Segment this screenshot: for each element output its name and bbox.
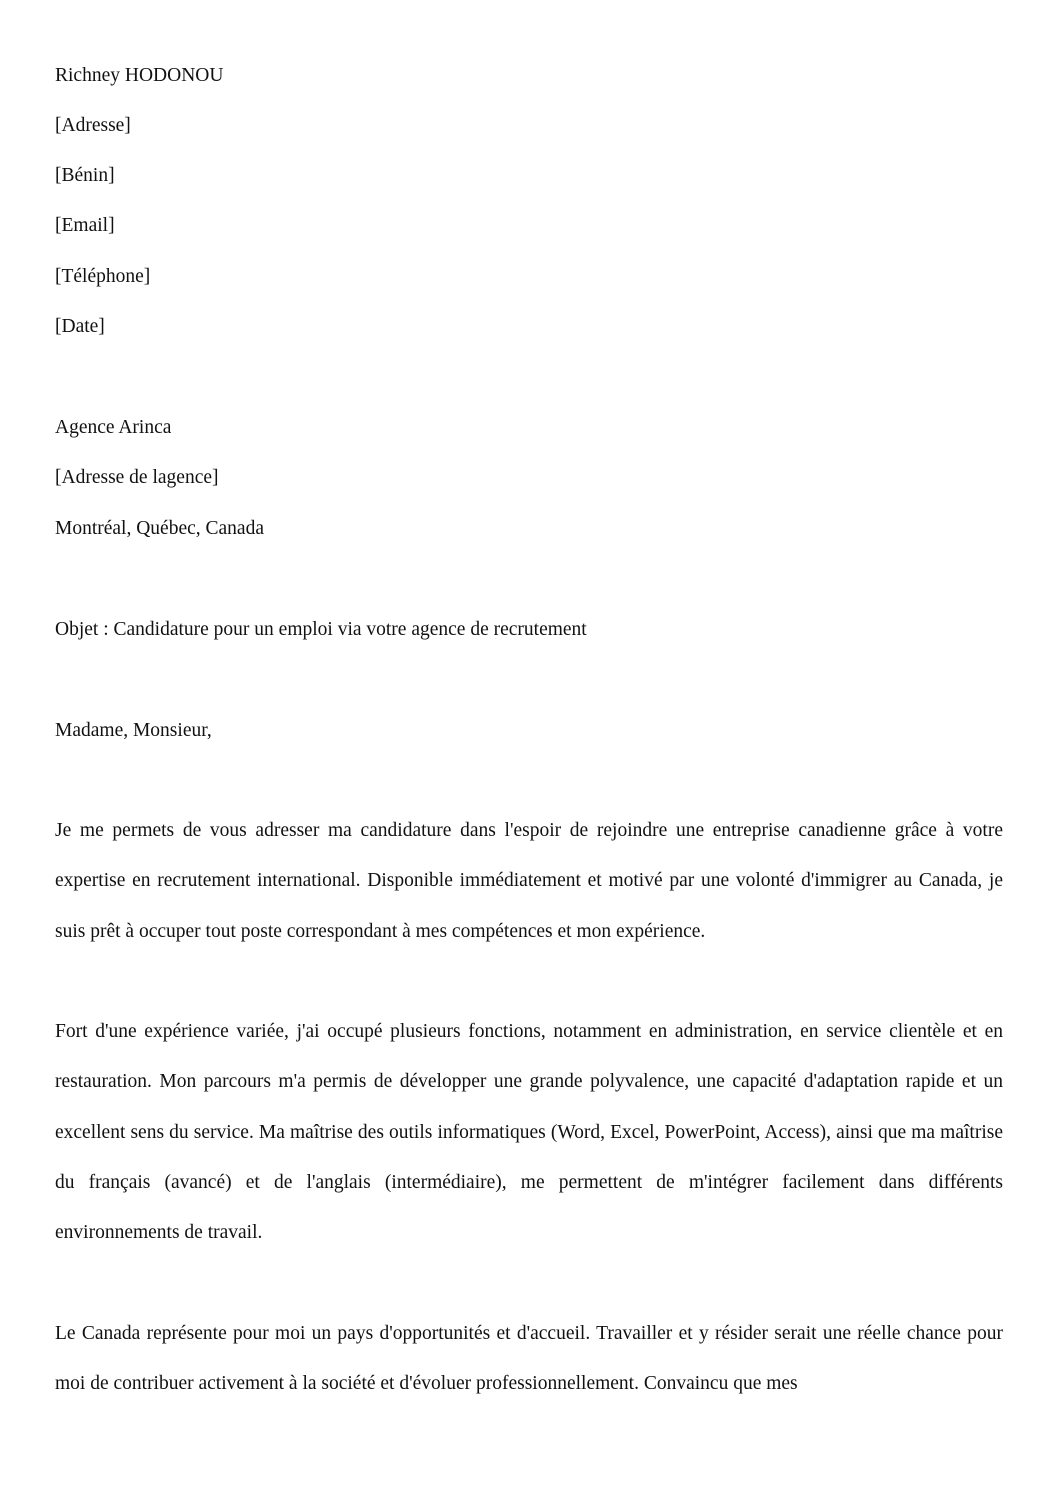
recipient-city: Montréal, Québec, Canada xyxy=(55,518,264,539)
sender-phone: [Téléphone] xyxy=(55,266,151,287)
sender-email: [Email] xyxy=(55,215,115,236)
body-paragraph-2: Fort d'une expérience variée, j'ai occupé plusieurs fonctions, notamment en administration, en service clientèle et en restauration. Mon parcours m'a permis de développer une grande polyvalence, une capacité d'adaptation rapide et un excellent sens du service. Ma maîtrise des outils informatiques (Word, Excel, PowerPoint, Access), ainsi que ma maîtrise du français (avancé) et de l'anglais (intermédiaire), me permettent de m'intégrer facilement dans différents environnements de travail. xyxy=(55,1021,1003,1244)
letter-subject: Objet : Candidature pour un emploi via votre agence de recrutement xyxy=(55,619,587,640)
letter-date: [Date] xyxy=(55,316,105,337)
sender-name: Richney HODONOU xyxy=(55,65,224,86)
salutation: Madame, Monsieur, xyxy=(55,720,212,741)
sender-country: [Bénin] xyxy=(55,165,115,186)
sender-address: [Adresse] xyxy=(55,115,131,136)
body-paragraph-3: Le Canada représente pour moi un pays d'opportunités et d'accueil. Travailler et y résider serait une réelle chance pour moi de contribuer activement à la société et d'évoluer professionnellement. Convaincu que mes xyxy=(55,1323,1003,1395)
recipient-address: [Adresse de lagence] xyxy=(55,467,219,488)
recipient-name: Agence Arinca xyxy=(55,417,172,438)
body-paragraph-1: Je me permets de vous adresser ma candidature dans l'espoir de rejoindre une entreprise canadienne grâce à votre expertise en recrutement international. Disponible immédiatement et motivé par une volonté d'immigrer au Canada, je suis prêt à occuper tout poste correspondant à mes compétences et mon expérience. xyxy=(55,820,1003,942)
